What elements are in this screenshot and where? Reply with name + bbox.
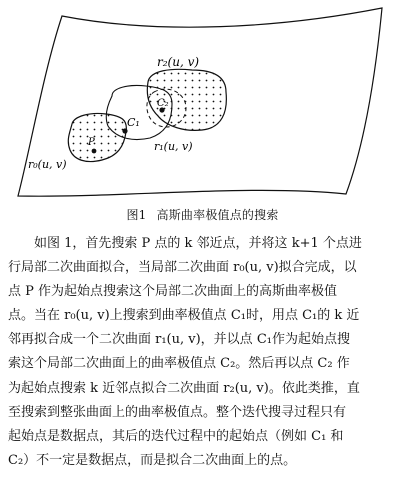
label-r1: r₁(u, v) [154,140,193,153]
paragraph-line-10: C₂）不一定是数据点，而是拟合二次曲面上的点。 [8,452,297,468]
point-C1-marker [122,128,127,133]
label-C2: C₂ [157,98,169,109]
body-paragraph [8,232,400,473]
paragraph-line-8: 至搜索到整张曲面上的曲率极值点。整个迭代搜寻过程只有 [8,404,347,420]
label-P: P [88,137,95,148]
label-r2: r₂(u, v) [157,55,200,69]
paragraph-line-3: 点 P 作为起始点搜索这个局部二次曲面上的高斯曲率极值 [8,284,338,300]
point-P-marker [92,149,97,154]
paragraph-line-4: 点。当在 r₀(u, v)上搜索到曲率极值点 C₁时，用点 C₁的 k 近 [8,308,360,324]
paragraph-line-7: 为起始点搜索 k 近邻点拟合二次曲面 r₂(u, v)。依此类推，直 [8,380,360,396]
region-r0 [68,113,126,161]
label-r0: r₀(u, v) [28,158,67,171]
figure-caption [0,208,405,222]
paragraph-line-9: 起始点是数据点，其后的迭代过程中的起始点（例如 C₁ 和 [8,428,344,444]
paragraph-line-5: 邻再拟合成一个二次曲面 r₁(u, v)，并以点 C₁作为起始点搜 [8,332,350,348]
figure-title: 高斯曲率极值点的搜索 [156,208,279,222]
paragraph-line-2: 行局部二次曲面拟合，当局部二次曲面 r₀(u, v)拟合完成，以 [8,260,357,276]
figure-number: 图1 [126,208,147,222]
figure-1-diagram [0,0,405,205]
paragraph-line-1: 如图 1，首先搜索 P 点的 k 邻近点，并将这 k+1 个点进 [34,236,362,251]
paragraph-line-6: 索这个局部二次曲面上的曲率极值点 C₂。然后再以点 C₂ 作 [8,356,350,372]
label-C1: C₁ [127,116,140,129]
